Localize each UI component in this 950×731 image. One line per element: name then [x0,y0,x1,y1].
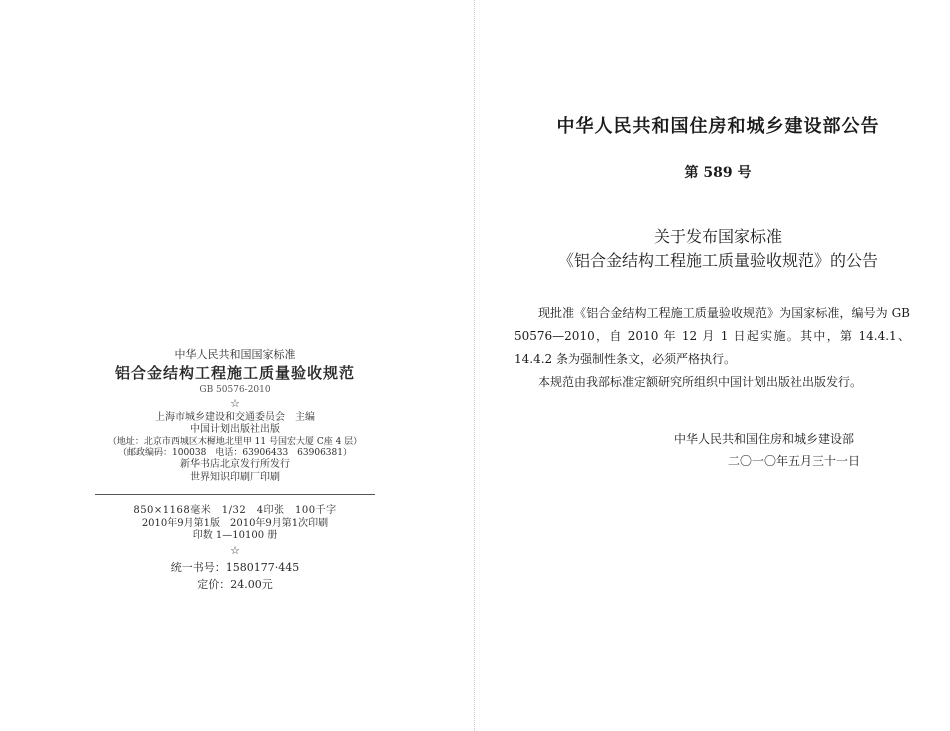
colophon-isbn: 统一书号：1580177·445 [170,561,300,575]
colophon-printer: 世界知识印刷厂印刷 [190,471,280,483]
announcement-issuer: 中华人民共和国住房和城乡建设部 [674,432,855,446]
announcement-title-line2: 《铝合金结构工程施工质量验收规范》的公告 [557,251,878,270]
colophon-page [95,348,375,592]
colophon-format-spec: 850×1168毫米 1/32 4印张 100千字 [133,505,337,516]
announcement-date: 二〇一〇年五月三十一日 [728,454,861,468]
colophon-publisher-line: 中华人民共和国国家标准 [174,348,296,361]
announcement-title-line1: 关于发布国家标准 [653,227,782,246]
colophon-standard-code: GB 50576-2010 [199,384,271,395]
announcement-paragraph: 现批准《铝合金结构工程施工质量验收规范》为国家标准，编号为 GB 50576—2010，自 2010 年 12 月 1 日起实施。其中，第 14.4.1、14.4.2 条为强制性条文，必须严格执行。 [514,306,910,366]
colophon-press: 中国计划出版社出版 [190,424,280,435]
page-gutter [474,0,475,731]
announcement-number: 第 589 号 [684,165,752,181]
colophon-divider [95,494,375,495]
announcement-body [514,302,910,394]
colophon-distributor: 新华书店北京发行所发行 [180,459,290,470]
colophon-address: （地址：北京市西城区木樨地北里甲 11 号国宏大厦 C座 4 层） [107,436,363,447]
star-icon: ☆ [230,396,240,410]
announcement-header: 中华人民共和国住房和城乡建设部公告 [556,116,880,137]
colophon-editor: 上海市城乡建设和交通委员会 主编 [155,411,315,423]
announcement-paragraph: 本规范由我部标准定额研究所组织中国计划出版社出版发行。 [538,375,863,389]
colophon-print-run: 印数 1—10100 册 [192,530,278,541]
star-icon: ☆ [230,543,240,557]
colophon-contact: （邮政编码：100038 电话：63906433 63906381） [118,447,352,458]
colophon-price: 定价：24.00元 [197,578,273,591]
colophon-book-title: 铝合金结构工程施工质量验收规范 [114,363,355,382]
colophon-edition: 2010年9月第1版 2010年9月第1次印刷 [141,517,329,529]
